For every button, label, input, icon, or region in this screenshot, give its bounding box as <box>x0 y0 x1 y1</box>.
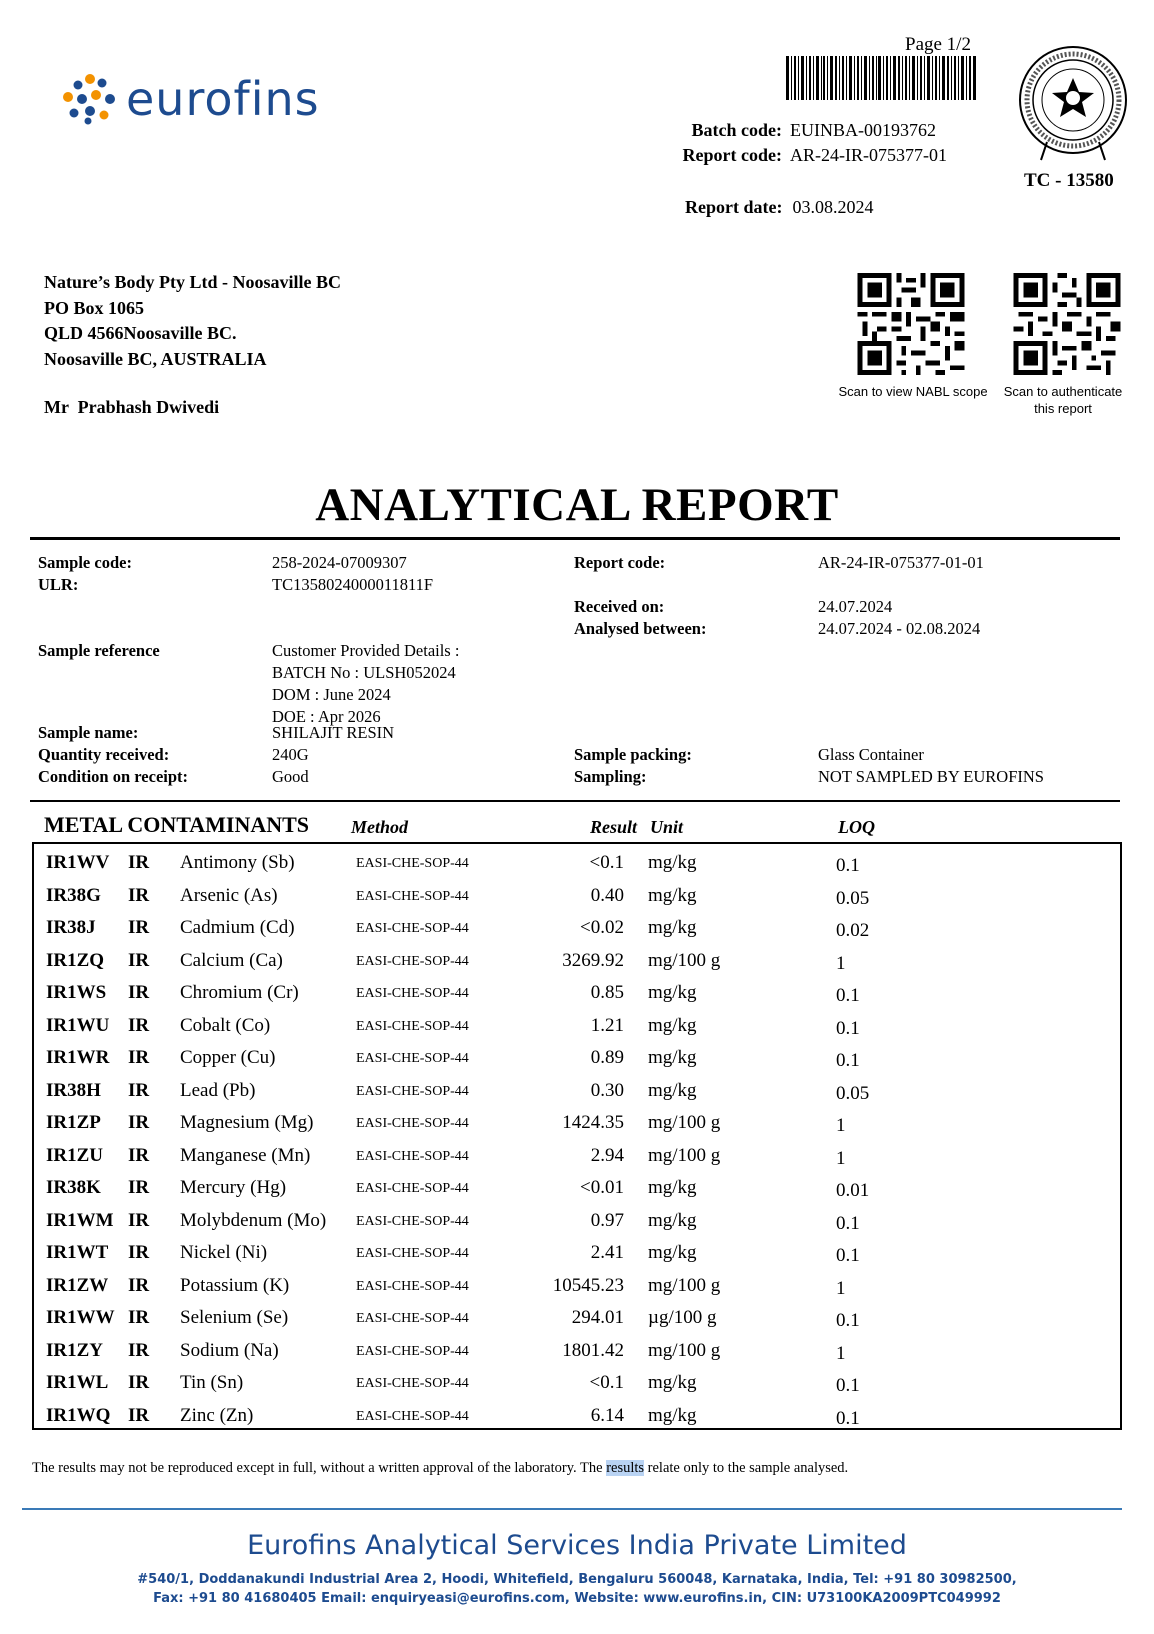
table-row <box>34 1106 1120 1138</box>
info-divider <box>30 800 1120 802</box>
batch-report-codes <box>680 118 947 168</box>
loq: 0.1 <box>836 985 860 1006</box>
table-row <box>34 1236 1120 1268</box>
sampling-value: NOT SAMPLED BY EUROFINS <box>818 767 1044 786</box>
loq: 0.1 <box>836 1017 860 1039</box>
report-title: ANALYTICAL REPORT <box>315 479 839 531</box>
ulr-label: ULR: <box>38 575 79 594</box>
loq: 0.1 <box>836 855 860 876</box>
unit: mg/kg <box>648 1209 697 1231</box>
lab-code: IR <box>128 1372 150 1393</box>
analyte-name: Manganese (Mn) <box>180 1144 311 1166</box>
packing-value: Glass Container <box>818 745 924 764</box>
table-row <box>34 976 1120 1008</box>
result: 3269.92 <box>562 949 624 971</box>
address-line: QLD 4566Noosaville BC. <box>44 323 237 343</box>
table-row <box>34 879 1120 911</box>
loq: 0.1 <box>836 1212 860 1234</box>
table-row <box>34 1301 1120 1333</box>
reference-line: DOE : Apr 2026 <box>272 707 381 726</box>
lab-code: IR <box>128 949 150 971</box>
metal-results-table <box>32 842 1122 1430</box>
lab-code: IR <box>128 1242 150 1263</box>
customer-address <box>44 270 341 372</box>
lab-code: IR <box>128 1144 150 1166</box>
result: 0.89 <box>590 1047 624 1068</box>
batch-code-label: Batch code: <box>691 120 782 140</box>
analysed-label: Analysed between: <box>574 619 707 638</box>
analyte-name: Nickel (Ni) <box>180 1242 268 1263</box>
table-row <box>34 1334 1120 1366</box>
unit: mg/kg <box>648 1047 697 1068</box>
analysed-value: 24.07.2024 - 02.08.2024 <box>818 619 981 638</box>
analyte-name: Antimony (Sb) <box>180 852 295 873</box>
method: EASI-CHE-SOP-44 <box>356 1376 469 1391</box>
company-name: Eurofins Analytical Services India Private Limited <box>247 1530 907 1561</box>
result: 0.97 <box>590 1209 624 1231</box>
analyte-name: Cobalt (Co) <box>180 1014 271 1036</box>
test-code: IR1ZQ <box>46 949 105 971</box>
batch-code-value: EUINBA-00193762 <box>790 120 936 140</box>
method: EASI-CHE-SOP-44 <box>356 888 469 904</box>
method: EASI-CHE-SOP-44 <box>356 921 469 936</box>
analyte-name: Chromium (Cr) <box>180 982 299 1003</box>
method: EASI-CHE-SOP-44 <box>356 1408 469 1424</box>
lab-code: IR <box>128 1404 150 1426</box>
method: EASI-CHE-SOP-44 <box>356 986 469 1001</box>
sampling-label: Sampling: <box>574 767 647 786</box>
condition-label: Condition on receipt: <box>38 767 189 786</box>
method: EASI-CHE-SOP-44 <box>356 1246 469 1261</box>
test-code: IR38K <box>46 1177 101 1198</box>
quantity-value: 240G <box>272 745 309 764</box>
result: <0.02 <box>580 917 624 938</box>
sample-reference-value <box>272 640 459 728</box>
test-code: IR38J <box>46 917 96 938</box>
result: <0.1 <box>589 1372 624 1393</box>
report-code-value: AR-24-IR-075377-01 <box>790 145 947 165</box>
analyte-name: Mercury (Hg) <box>180 1177 287 1198</box>
result: 1801.42 <box>562 1339 624 1361</box>
address-line: PO Box 1065 <box>44 297 145 318</box>
analyte-name: Zinc (Zn) <box>180 1404 254 1426</box>
lab-code: IR <box>128 917 150 938</box>
table-row <box>34 1399 1120 1431</box>
method-column-header: Method <box>351 817 409 837</box>
lab-code: IR <box>128 1177 150 1198</box>
method: EASI-CHE-SOP-44 <box>356 856 469 871</box>
table-row <box>34 1074 1120 1106</box>
analyte-name: Sodium (Na) <box>180 1339 279 1361</box>
sample-reference-label: Sample reference <box>38 641 160 660</box>
unit: mg/kg <box>648 917 697 938</box>
unit: mg/kg <box>648 884 697 906</box>
analyte-name: Lead (Pb) <box>180 1079 256 1101</box>
test-code: IR38H <box>46 1079 101 1101</box>
loq: 0.1 <box>836 1407 860 1429</box>
table-row <box>34 1009 1120 1041</box>
disclaimer <box>32 1460 848 1477</box>
method: EASI-CHE-SOP-44 <box>356 1213 469 1229</box>
loq: 0.05 <box>836 1082 870 1104</box>
table-row <box>34 1139 1120 1171</box>
reference-line: DOM : June 2024 <box>272 685 391 704</box>
quantity-label: Quantity received: <box>38 745 170 764</box>
test-code: IR1ZY <box>46 1339 104 1361</box>
nabl-accreditation-seal <box>1017 44 1129 164</box>
sample-name-value: SHILAJIT RESIN <box>272 723 395 742</box>
report-code-label: Report code: <box>682 145 782 165</box>
table-row <box>34 1041 1120 1073</box>
analyte-name: Molybdenum (Mo) <box>180 1209 327 1231</box>
method: EASI-CHE-SOP-44 <box>356 1311 469 1326</box>
loq: 0.02 <box>836 920 870 941</box>
result: 1.21 <box>590 1014 624 1036</box>
authenticate-qr-caption <box>997 383 1129 417</box>
analyte-name: Tin (Sn) <box>180 1372 244 1393</box>
result: 2.41 <box>590 1242 624 1263</box>
eurofins-logo-icon <box>62 73 118 125</box>
analyte-name: Magnesium (Mg) <box>180 1112 314 1133</box>
table-row <box>34 1204 1120 1236</box>
company-address-line: #540/1, Doddanakundi Industrial Area 2, Hoodi, Whitefield, Bengaluru 560048, Karnataka, India, Tel: +91 80 30982500, <box>137 1572 1017 1587</box>
unit: mg/100 g <box>648 949 721 971</box>
result: <0.01 <box>580 1177 624 1198</box>
received-value: 24.07.2024 <box>818 597 893 616</box>
method: EASI-CHE-SOP-44 <box>356 953 469 969</box>
unit: mg/kg <box>648 1242 697 1263</box>
unit: mg/kg <box>648 1404 697 1426</box>
sample-name-label: Sample name: <box>38 723 139 742</box>
method: EASI-CHE-SOP-44 <box>356 1278 469 1294</box>
report-date-value: 03.08.2024 <box>792 197 874 217</box>
barcode-image <box>786 56 976 100</box>
sample-report-code-value: AR-24-IR-075377-01-01 <box>818 553 984 572</box>
disclaimer-text: The results may not be reproduced except in full, without a written approval of the laboratory. The <box>32 1460 607 1476</box>
analyte-name: Arsenic (As) <box>180 884 278 906</box>
table-row <box>34 911 1120 943</box>
analyte-name: Potassium (K) <box>180 1274 290 1296</box>
loq: 0.1 <box>836 1050 860 1071</box>
test-code: IR1ZU <box>46 1144 104 1166</box>
result: 0.85 <box>590 982 624 1003</box>
table-row <box>34 1171 1120 1203</box>
result: 1424.35 <box>562 1112 624 1133</box>
unit: mg/100 g <box>648 1112 721 1133</box>
method: EASI-CHE-SOP-44 <box>356 1051 469 1066</box>
loq: 0.1 <box>836 1375 860 1396</box>
caption-line: Scan to authenticate <box>1003 384 1123 399</box>
result: 10545.23 <box>552 1274 624 1296</box>
unit: µg/100 g <box>648 1307 717 1328</box>
disclaimer-text: relate only to the sample analysed. <box>644 1460 849 1476</box>
test-code: IR1WT <box>46 1242 109 1263</box>
result: 294.01 <box>571 1307 624 1328</box>
lab-code: IR <box>128 982 150 1003</box>
loq: 1 <box>836 952 846 974</box>
unit: mg/kg <box>648 982 697 1003</box>
method: EASI-CHE-SOP-44 <box>356 1116 469 1131</box>
reference-line: BATCH No : ULSH052024 <box>272 663 456 682</box>
loq: 1 <box>836 1147 846 1169</box>
lab-code: IR <box>128 1307 150 1328</box>
method: EASI-CHE-SOP-44 <box>356 1018 469 1034</box>
test-code: IR1ZP <box>46 1112 101 1133</box>
test-code: IR1ZW <box>46 1274 109 1296</box>
reference-line: Customer Provided Details : <box>272 641 460 660</box>
unit: mg/100 g <box>648 1274 721 1296</box>
unit: mg/kg <box>648 1372 697 1393</box>
method: EASI-CHE-SOP-44 <box>356 1181 469 1196</box>
metal-contaminants-heading: METAL CONTAMINANTS <box>44 812 310 837</box>
nabl-qr-caption: Scan to view NABL scope <box>838 384 988 399</box>
company-address-line: Fax: +91 80 41680405 Email: enquiryeasi@eurofins.com, Website: www.eurofins.in, CIN: U73100KA2009PTC049992 <box>153 1591 1001 1606</box>
test-code: IR1WV <box>46 852 110 873</box>
ulr-value: TC1358024000011811F <box>272 575 434 594</box>
lab-code: IR <box>128 852 150 873</box>
sample-code-label: Sample code: <box>38 553 132 572</box>
table-row <box>34 1366 1120 1398</box>
report-date-label: Report date: <box>685 197 783 217</box>
selected-text[interactable]: results <box>606 1460 645 1476</box>
test-code: IR1WR <box>46 1047 110 1068</box>
table-row <box>34 1269 1120 1301</box>
address-line: Nature’s Body Pty Ltd - Noosaville BC <box>44 272 341 292</box>
address-line: Noosaville BC, AUSTRALIA <box>44 348 267 369</box>
loq: 0.01 <box>836 1180 870 1201</box>
caption-line: this report <box>1034 401 1092 416</box>
tc-number: TC - 13580 <box>1024 170 1114 191</box>
unit: mg/kg <box>648 1079 697 1101</box>
logo-wordmark: eurofins <box>126 72 320 126</box>
packing-label: Sample packing: <box>574 745 692 764</box>
sample-code-value: 258-2024-07009307 <box>272 553 407 572</box>
lab-code: IR <box>128 1079 150 1101</box>
test-code: IR1WM <box>46 1209 114 1231</box>
analyte-name: Copper (Cu) <box>180 1047 276 1068</box>
analyte-name: Cadmium (Cd) <box>180 917 295 938</box>
unit: mg/100 g <box>648 1339 721 1361</box>
customer-contact: Mr Prabhash Dwivedi <box>44 397 220 417</box>
unit: mg/kg <box>648 852 697 873</box>
test-code: IR1WS <box>46 982 107 1003</box>
loq: 1 <box>836 1277 846 1299</box>
nabl-qr-code[interactable] <box>856 273 966 375</box>
batch-code-row <box>680 118 947 143</box>
method: EASI-CHE-SOP-44 <box>356 1148 469 1164</box>
result: 0.40 <box>590 884 624 906</box>
method: EASI-CHE-SOP-44 <box>356 1083 469 1099</box>
result: <0.1 <box>589 852 624 873</box>
result-column-header: Result <box>590 817 638 837</box>
test-code: IR1WL <box>46 1372 109 1393</box>
test-code: IR38G <box>46 884 101 906</box>
eurofins-logo <box>62 72 320 126</box>
unit-column-header: Unit <box>650 817 684 837</box>
report-code-row <box>680 143 947 168</box>
test-code: IR1WW <box>46 1307 115 1328</box>
lab-code: IR <box>128 1047 150 1068</box>
loq-column-header: LOQ <box>838 817 875 837</box>
page-number: Page 1/2 <box>905 34 971 55</box>
loq: 0.05 <box>836 887 870 909</box>
analyte-name: Selenium (Se) <box>180 1307 289 1328</box>
loq: 1 <box>836 1342 846 1364</box>
footer-divider <box>22 1508 1122 1510</box>
condition-value: Good <box>272 767 309 786</box>
test-code: IR1WU <box>46 1014 110 1036</box>
table-row <box>34 846 1120 878</box>
result: 2.94 <box>590 1144 624 1166</box>
unit: mg/kg <box>648 1014 697 1036</box>
authenticate-qr-code[interactable] <box>1012 273 1122 375</box>
title-divider <box>30 537 1120 540</box>
received-label: Received on: <box>574 597 665 616</box>
table-row <box>34 944 1120 976</box>
loq: 0.1 <box>836 1245 860 1266</box>
unit: mg/kg <box>648 1177 697 1198</box>
analyte-name: Calcium (Ca) <box>180 949 283 971</box>
result: 0.30 <box>590 1079 624 1101</box>
unit: mg/100 g <box>648 1144 721 1166</box>
report-date-row <box>685 197 873 218</box>
lab-code: IR <box>128 1339 150 1361</box>
test-code: IR1WQ <box>46 1404 111 1426</box>
lab-code: IR <box>128 1014 150 1036</box>
lab-code: IR <box>128 884 150 906</box>
lab-code: IR <box>128 1274 150 1296</box>
lab-code: IR <box>128 1112 150 1133</box>
method: EASI-CHE-SOP-44 <box>356 1343 469 1359</box>
loq: 0.1 <box>836 1310 860 1331</box>
sample-report-code-label: Report code: <box>574 553 666 572</box>
lab-code: IR <box>128 1209 150 1231</box>
result: 6.14 <box>590 1404 624 1426</box>
loq: 1 <box>836 1115 846 1136</box>
